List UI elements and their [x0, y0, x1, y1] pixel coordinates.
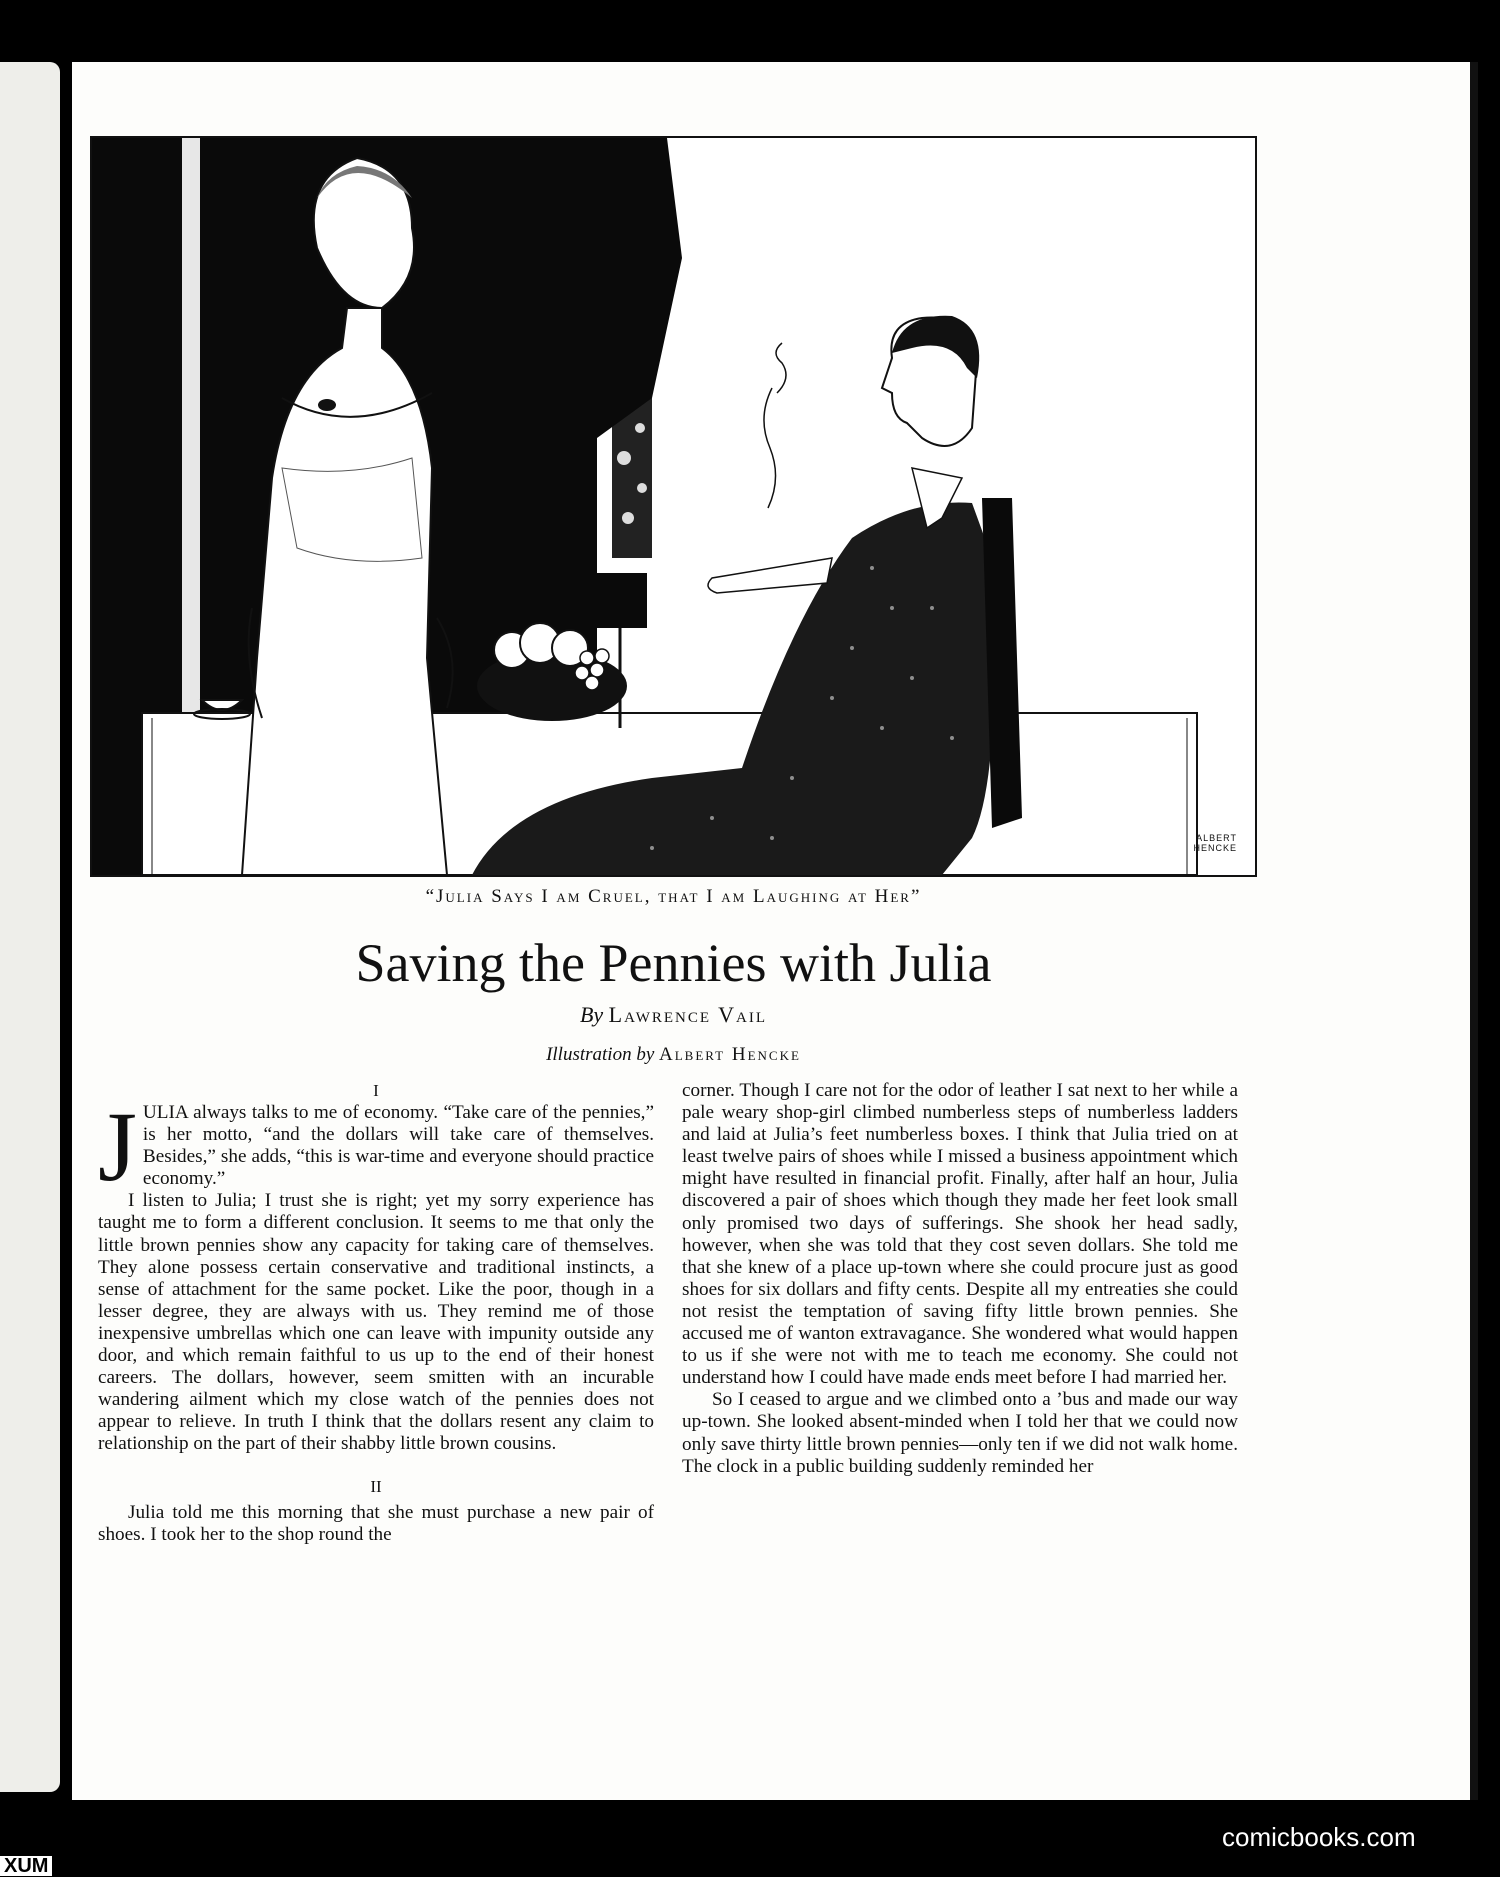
byline — [90, 1002, 1257, 1028]
section-number-2: II — [370, 1476, 382, 1496]
corner-tag: XUM — [0, 1856, 52, 1876]
byline-prefix: By — [579, 1002, 604, 1027]
paragraph: corner. Though I care not for the odor of leather I sat next to her while a pale weary shop-girl climbed numberless steps of numberless ladders and laid at Julia’s feet numberless boxes. I think that Julia tried on at least twelve pairs of shoes while I missed a business appointment which might have resulted in financial profit. Finally, after half an hour, Julia discovered a pair of shoes which though they made her feet look small only promised two days of sufferings. She shook her head sadly, however, when she was told that they cost seven dollars. She told me that she knew of a place up-town where she could procure just as good shoes for six dollars and fifty cents. Despite all my entreaties she could not resist the temptation of saving fifty little brown pennies. She accused me of wanton extravagance. She wondered what would happen to us if she were not with me to teach me economy. She could not understand how I could have made ends meet before I had married her. — [682, 1080, 1238, 1389]
illustration-caption: “Julia Says I am Cruel, that I am Laughing at Her” — [425, 886, 922, 907]
author-name: Lawrence Vail — [608, 1002, 768, 1027]
drop-cap: J — [98, 1091, 137, 1202]
illustration-credit-prefix: Illustration by — [546, 1044, 655, 1065]
paragraph — [98, 1091, 654, 1202]
article-title: Saving the Pennies with Julia — [355, 933, 992, 993]
illustrator-name: Albert Hencke — [659, 1044, 801, 1065]
paragraph-text: ULIA always talks to me of economy. “Take care of the pennies,” is her motto, “and the dollars will take care of themselves. Besides,” she adds, “this is war-time and everyone should practice economy.” — [142, 1102, 654, 1190]
paragraph: So I ceased to argue and we climbed onto a ’bus and made our way up-town. She looked absent-minded when I told her that we could now only save thirty little brown pennies—only ten if we did not walk home. The clock in a public building suddenly reminded her — [682, 1389, 1238, 1477]
facing-page-edge — [0, 62, 60, 1792]
illustration-drawing — [92, 138, 1255, 875]
paragraph: I listen to Julia; I trust she is right; yet my sorry experience has taught me to form a different conclusion. It seems to me that only the little brown pennies show any capacity for taking care of themselves. They alone possess certain conservative and traditional instincts, a sense of attachment for the same pocket. Like the poor, though in a lesser degree, they are always with us. They remind me of those inexpensive umbrellas which one can leave with impunity outside any door, and which remain faithful to us up to the end of their honest careers. The dollars, however, seem smitten with an incurable wandering ailment which my close watch of the pennies does not appear to relieve. In truth I think that the dollars resent any claim to relationship on the part of their shabby little brown cousins. — [98, 1190, 654, 1455]
section-number-1: I — [373, 1081, 379, 1100]
site-watermark: comicbooks.com — [1222, 1822, 1416, 1852]
paragraph: Julia told me this morning that she must purchase a new pair of shoes. I took her to the shop round the — [98, 1501, 654, 1545]
article-column-left — [98, 1080, 654, 1546]
illustration-credit — [90, 1044, 1257, 1066]
page-shadow — [1470, 62, 1478, 1800]
artist-signature: ALBERT HENCKE — [1193, 833, 1237, 853]
article-column-right — [682, 1080, 1238, 1478]
story-illustration — [90, 136, 1257, 877]
